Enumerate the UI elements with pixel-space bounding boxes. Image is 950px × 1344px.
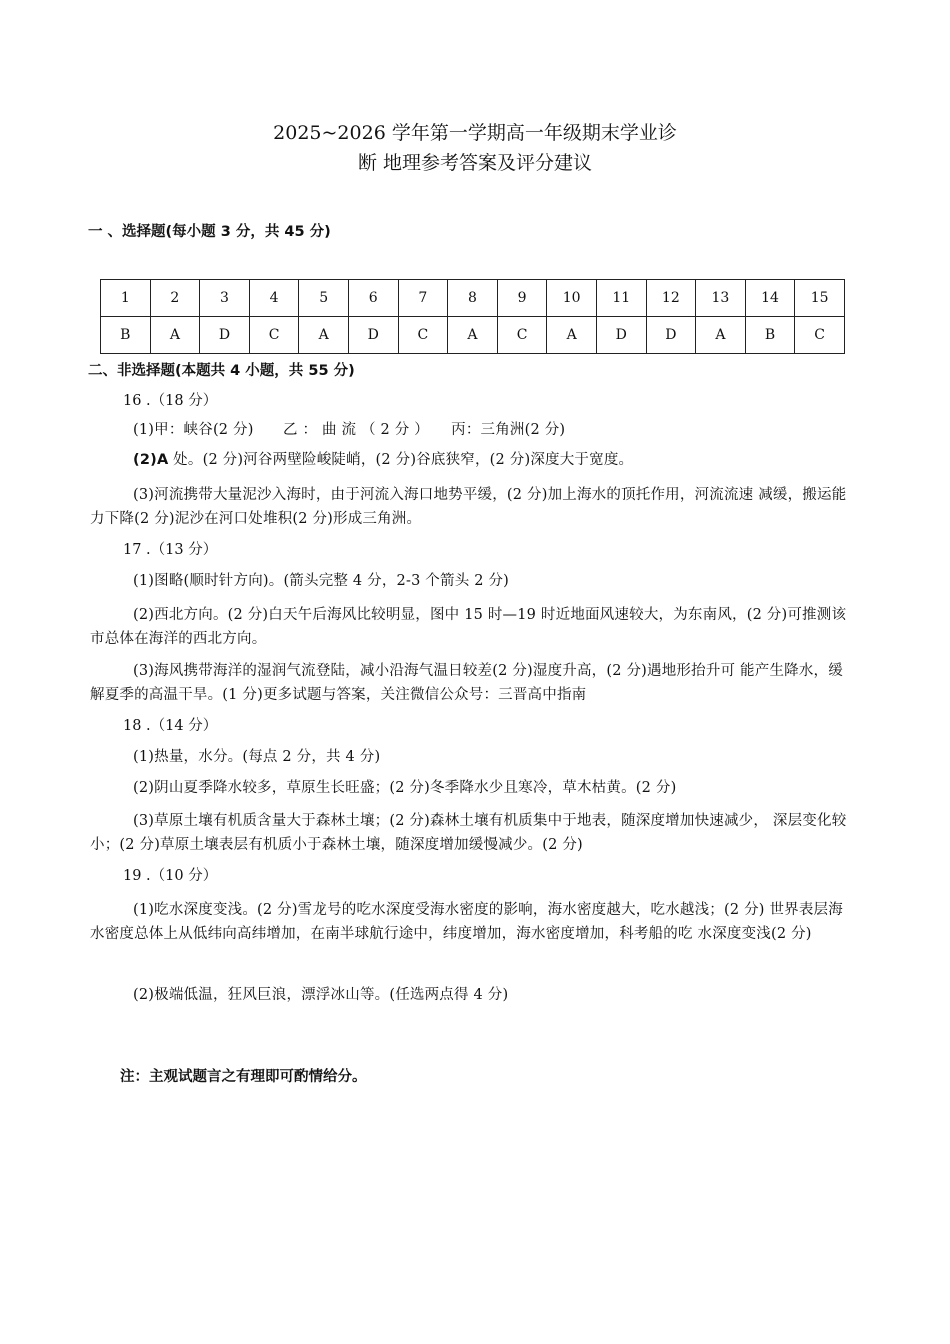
answer-cell: A xyxy=(299,317,349,354)
q16-part2-text: 处。(2 分)河谷两壁险峻陡峭，(2 分)谷底狭窄，(2 分)深度大于宽度。 xyxy=(168,452,634,468)
q17-part2: (2)西北方向。(2 分)白天午后海风比较明显，图中 15 时—19 时近地面风速较大，为东南风，(2 分)可推测该市总体在海洋的西北方向。 xyxy=(90,607,847,647)
answer-cell: A xyxy=(547,317,597,354)
q16-part1: (1)甲：峡谷(2 分) 乙 ： 曲 流 （ 2 分 ） 丙：三角洲(2 分) xyxy=(133,422,566,438)
answer-cell: D xyxy=(200,317,250,354)
answer-cell: A xyxy=(448,317,498,354)
q18-label: 18 .（14 分） xyxy=(123,718,218,734)
answer-cell: C xyxy=(795,317,845,354)
answer-cell: B xyxy=(101,317,151,354)
q18-part2: (2)阴山夏季降水较多，草原生长旺盛；(2 分)冬季降水少且寒冷，草木枯黄。(2 分) xyxy=(133,780,677,796)
question-number-cell: 7 xyxy=(398,280,448,317)
q17-part1: (1)图略(顺时针方向)。(箭头完整 4 分，2-3 个箭头 2 分) xyxy=(133,573,510,589)
question-number-cell: 12 xyxy=(646,280,696,317)
answer-cell: B xyxy=(745,317,795,354)
question-number-cell: 6 xyxy=(348,280,398,317)
q16-label: 16 .（18 分） xyxy=(123,393,218,409)
q16-part3: (3)河流携带大量泥沙入海时，由于河流入海口地势平缓，(2 分)加上海水的顶托作用，河流流速 减缓，搬运能力下降(2 分)泥沙在河口处堆积(2 分)形成三角洲。 xyxy=(90,487,847,527)
answer-cell: D xyxy=(646,317,696,354)
q17-part3: (3)海风携带海洋的湿润气流登陆，减小沿海气温日较差(2 分)湿度升高，(2 分)遇地形抬升可 能产生降水，缓解夏季的高温干旱。(1 分)更多试题与答案，关注微信公众号：三晋高中指南 xyxy=(90,663,843,703)
answer-row xyxy=(101,317,845,354)
question-number-cell: 14 xyxy=(745,280,795,317)
q16-part2 xyxy=(133,448,853,472)
q18-part1: (1)热量，水分。(每点 2 分，共 4 分) xyxy=(133,749,381,765)
section1-heading: 一 、选择题(每小题 3 分，共 45 分) xyxy=(88,224,331,240)
question-number-row xyxy=(101,280,845,317)
question-number-cell: 13 xyxy=(696,280,746,317)
question-number-cell: 2 xyxy=(150,280,200,317)
question-number-cell: 1 xyxy=(101,280,151,317)
answer-cell: A xyxy=(696,317,746,354)
q17-label: 17 .（13 分） xyxy=(123,542,218,558)
section2-heading: 二、非选择题(本题共 4 小题，共 55 分) xyxy=(88,363,355,379)
q19-label: 19 .（10 分） xyxy=(123,868,218,884)
question-number-cell: 15 xyxy=(795,280,845,317)
question-number-cell: 4 xyxy=(249,280,299,317)
q19-part2: (2)极端低温，狂风巨浪，漂浮冰山等。(任选两点得 4 分) xyxy=(133,987,509,1003)
page-title-line1: 2025~2026 学年第一学期高一年级期末学业诊 xyxy=(273,122,677,144)
answer-table xyxy=(100,279,845,354)
question-number-cell: 5 xyxy=(299,280,349,317)
answer-cell: D xyxy=(348,317,398,354)
answer-cell: C xyxy=(497,317,547,354)
question-number-cell: 9 xyxy=(497,280,547,317)
answer-cell: A xyxy=(150,317,200,354)
q18-part3: (3)草原土壤有机质含量大于森林土壤；(2 分)森林土壤有机质集中于地表，随深度增加快速减少， 深层变化较小；(2 分)草原土壤表层有机质小于森林土壤，随深度增加缓慢减少。(2 分) xyxy=(90,813,847,853)
answer-cell: C xyxy=(398,317,448,354)
grading-note: 注：主观试题言之有理即可酌情给分。 xyxy=(120,1069,367,1085)
answer-cell: C xyxy=(249,317,299,354)
answer-cell: D xyxy=(596,317,646,354)
page-title-line2: 断 地理参考答案及评分建议 xyxy=(357,152,593,174)
q16-part2-prefix: (2)A xyxy=(133,452,169,468)
question-number-cell: 10 xyxy=(547,280,597,317)
question-number-cell: 3 xyxy=(200,280,250,317)
question-number-cell: 8 xyxy=(448,280,498,317)
question-number-cell: 11 xyxy=(596,280,646,317)
q19-part1: (1)吃水深度变浅。(2 分)雪龙号的吃水深度受海水密度的影响，海水密度越大，吃水越浅；(2 分) 世界表层海水密度总体上从低纬向高纬增加，在南半球航行途中，纬度增加，海水密度增加，科考船的吃 水深度变浅(2 分) xyxy=(90,902,843,942)
